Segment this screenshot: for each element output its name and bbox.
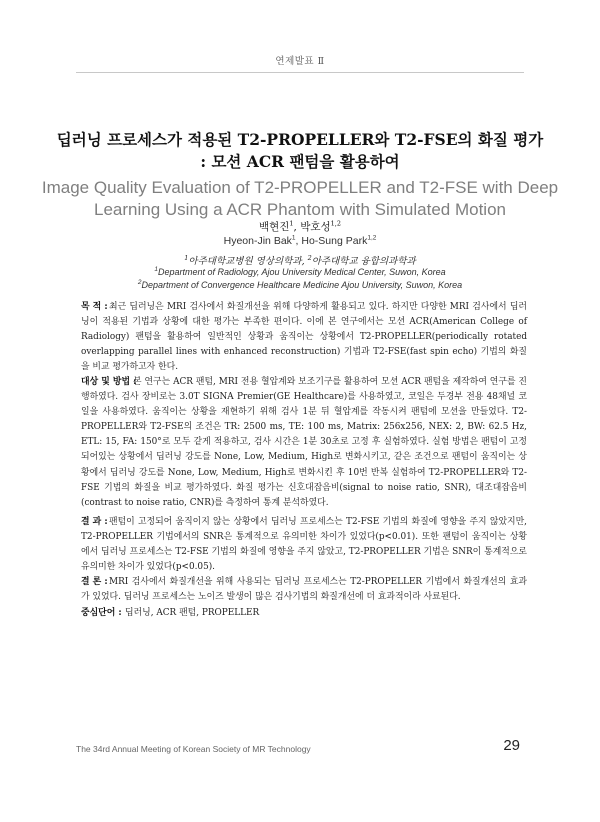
author-2-english: Ho-Sung Park (301, 235, 368, 247)
section-methods (81, 375, 527, 511)
section-results (81, 515, 527, 575)
section-purpose (81, 300, 527, 375)
author-1-english: Hyeon-Jin Bak (223, 235, 292, 247)
title-english: Image Quality Evaluation of T2-PROPELLER and T2-FSE with Deep Learning Using a ACR Phantom with Simulated Motion (41, 178, 559, 219)
authors-english (0, 235, 600, 247)
keywords-label: 중심단어 : (81, 608, 122, 618)
author-2-korean-affil: 1,2 (330, 219, 342, 228)
affil-korean-2-mark: 2 (307, 253, 312, 262)
author-2-english-affil: 1,2 (367, 234, 377, 242)
affil-korean-1-mark: 1 (184, 253, 189, 262)
affiliations-korean (0, 253, 600, 267)
title-korean-line-2: : 모션 ACR 팬텀을 활용하여 (200, 152, 400, 171)
affil-korean-2: 아주대학교 융합의과학과 (311, 256, 416, 267)
affil-english-1-text: Department of Radiology, Ajou University Medical Center, Suwon, Korea (157, 267, 446, 277)
header-divider (76, 72, 524, 73)
affil-english-2-text: Department of Convergence Healthcare Medicine Ajou University, Suwon, Korea (141, 280, 463, 290)
affil-korean-1: 아주대학교병원 영상의학과, (188, 256, 308, 267)
section-conclusion (81, 575, 527, 605)
author-1-korean: 백현진 (258, 221, 290, 233)
purpose-text: 최근 딥러닝은 MRI 검사에서 화질개선을 위해 다양하게 활용되고 있다. 하지만 다양한 MRI 검사에서 딥러닝이 적용된 기법과 상황에 대한 평가는 부족한 편이다. 이에 본 연구에서는 모션 ACR(American College of Radiology) 팬텀을 활용하여 일반적인 상황과 움직이는 상황에서 T2-PROPELLER(periodically rotated overlapping parallel lines with enhanced reconstruction) 기법과 T2-FSE(fast spin echo) 기법의 화질을 비교 평가하고자 한다. (81, 302, 527, 373)
author-1-english-affil: 1 (291, 234, 296, 242)
affil-english-1-mark: 1 (154, 266, 158, 273)
methods-label: 대상 및 방법 : (81, 377, 137, 387)
author-2-korean: 박호성 (300, 221, 331, 233)
affil-english-2-mark: 2 (137, 279, 142, 286)
author-separator-english: , (295, 235, 302, 247)
affiliation-english-1 (0, 267, 600, 277)
methods-text: 본 연구는 ACR 팬텀, MRI 전용 혈압계와 보조기구를 활용하여 모션 ACR 팬텀을 제작하여 연구를 진행하였다. 검사 장비로는 3.0T SIGNA Premier(GE Healthcare)를 사용하였고, 코일은 두경부 전용 48채널 코일을 사용하였다. 움직이는 상황을 재현하기 위해 검사 1분 뒤 혈압계를 작동시켜 팬텀에 모션을 만들었다. T2-PROPELLER와 T2-FSE의 조건은 TR: 2500 ms, TE: 100 ms, Matrix: 256x256, NEX: 2, BW: 62.5 Hz, ETL: 15, FA: 150°로 모두 같게 적용하고, 검사 시간은 1분 30초로 고정 후 실험하였다. 실험 방법은 팬텀이 고정되어있는 상황에서 딥러닝 강도를 None, Low, Medium, High로 변화시키고, 같은 조건으로 팬텀이 움직이는 상황에서 딥러닝 강도를 None, Low, Medium, High로 변화시킨 후 10번 반복 실험하여 T2-PROPELLER와 T2-FSE 기법의 화질을 비교 평가하였다. 화질 평가는 신호대잡음비(signal to noise ratio, SNR), 대조대잡음비(contrast to noise ratio, CNR)를 측정하여 통계 분석하였다. (81, 377, 527, 508)
footer-meeting-name: The 34rd Annual Meeting of Korean Society of MR Technology (76, 744, 311, 754)
results-label: 결 과 : (81, 517, 108, 527)
author-separator-korean: , (293, 221, 301, 233)
running-header: 연제발표 Ⅱ (275, 56, 325, 67)
page-number: 29 (503, 737, 520, 754)
conclusion-label: 결 론 : (81, 577, 108, 587)
affiliation-english-2 (0, 280, 600, 290)
keywords-text: 딥러닝, ACR 팬텀, PROPELLER (125, 608, 260, 618)
conclusion-text: MRI 검사에서 화질개선을 위해 사용되는 딥러닝 프로세스는 T2-PROPELLER 기법에서 화질개선의 효과가 있었다. 딥러닝 프로세스는 노이즈 발생이 많은 검사기법의 화질개선에 더 효과적이라 사료된다. (81, 577, 527, 603)
purpose-label: 목 적 : (81, 302, 108, 312)
section-keywords (81, 606, 527, 621)
title-korean-line-1: 딥러닝 프로세스가 적용된 T2-PROPELLER와 T2-FSE의 화질 평가 (56, 130, 544, 149)
authors-korean (0, 219, 600, 234)
results-text: 팬텀이 고정되어 움직이지 않는 상황에서 딥러닝 프로세스는 T2-FSE 기법의 화질에 영향을 주지 않았지만, T2-PROPELLER 기법에서의 SNR은 통계적으로 유의미한 차이가 있었다(p<0.01). 또한 팬텀이 움직이는 상황에서 딥러닝 프로세스는 T2-FSE 기법의 화질에 영향을 주지 않았고, T2-PROPELLER 기법은 SNR이 통계적으로 유의미한 차이가 있었다(p<0.05). (81, 517, 527, 573)
author-1-korean-affil: 1 (289, 219, 294, 228)
